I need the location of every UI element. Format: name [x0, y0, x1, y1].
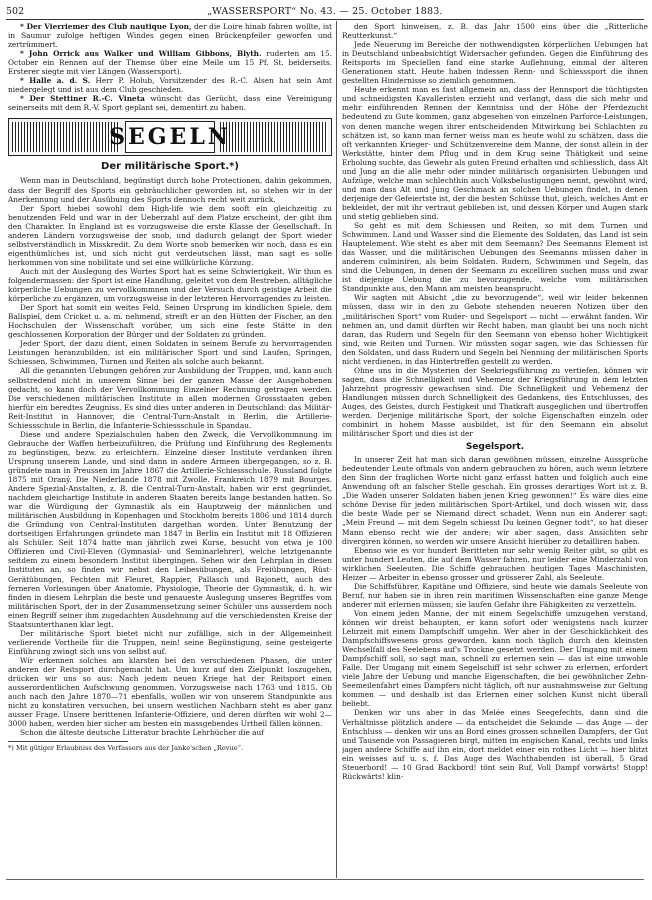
club-news-text: der die Loire hinab fahren wollte, ist in Saumur zufolge heftigen Windes gegen einen Brückenpfeiler geworfen und zertrümmert.	[8, 22, 332, 50]
club-news-text: ruderten am 15. October ein Rennen auf der Themse über eine Meile um 15 Pf. St. beiderseits. Ersterer siegte mit vier Längen (Wassersport).	[8, 49, 332, 77]
club-news-name: * Der Vierriemer des Club nautique Lyon,	[20, 22, 192, 31]
section-body	[342, 455, 648, 781]
header-rule	[6, 19, 644, 20]
article-paragraph: Jede Neuerung im Bereiche der nothwendigsten körperlichen Uebungen hat in Deutschland unbeabsichtigt Widersacher gefunden. Gegen die Einführung des Reitsports im Speciellen fand eine starke Auflehnung, einmal der älteren Generationen statt. Heute haben indessen Renn- und Schiesssport die ihnen gestellten Hindernisse so ziemlich genommen.	[342, 40, 648, 86]
article-paragraph: So geht es mit dem Schiessen und Reiten, so mit dem Turnen und Schwimmen. Land und Wasser sind die Elemente des Soldaten, das Land ist sein Hauptelement. Wie steht es aber mit dem Seemann? Des Seemanns Element ist das Wasser, und die militärischen Uebungen des Seemanns müssen daher in anderem culminiren, als beim Soldaten. Rudern, Schwimmen und Segeln, das sind die Uebungen, in denen der Seemann zu excelliren suchen muss und zwar ist diejenige Uebung die zu bevorzugende, welche vom militärischen Standpunkte aus, den Mann am meisten beansprucht.	[342, 221, 648, 294]
footnote: *) Mit gütiger Erlaubniss des Verfassers aus der Janke'schen „Revue“.	[8, 744, 244, 753]
section-paragraph: Denken wir uns aber in das Melée eines Seegefechts, dann sind die Verhältnisse plötzlich andere — da entscheidet die Sekunde — das Auge — der Entschluss — denken wir uns an Bord eines grossen schnellen Dampfers, der Gut und Tausende von Passagieren birgt, mitten im engischen Kanal, rechts und links jagen andere Schiffe auf ihn ein, dort meldet einer ein rothes Licht — hier blitzt ein weisses auf u. s. f. Das Auge des Wachthabenden ist überall, 5 Grad Steuerbord! — 10 Grad Backbord! tönt sein Ruf, Voll Dampf vorwärts! Stopp! Rückwärts! klin-	[342, 708, 648, 781]
section-banner	[8, 118, 332, 156]
club-news-item	[8, 22, 332, 49]
journal-title: „WASSERSPORT“ No. 43. — 25. October 1883.	[207, 6, 443, 17]
right-column	[342, 22, 648, 900]
article-title: Der militärische Sport.*)	[101, 161, 239, 173]
club-news-name: * John Orrick aus Walker und William Gibbons, Blyth.	[20, 49, 262, 59]
footnote-rule	[8, 741, 128, 742]
article-paragraph: Der Sport hiebei sowohl dem High-life wie dem sooft ein gleichzeitig zu benutzenden Feld und war in der Ueberzahl auf dem Platze erscheint, der gibt ihm den Charakter. In England ist es vorzugsweise die erste Klasse der Gesellschaft. In anderen Ländern vorzugsweise der snob, und dadurch gelangt der Sport wieder selbstverständlich in Misskredit. Zu dem Worte snob bemerken wir noch, dass es ein eigenthümliches ist, und sich nicht gut verdeutschen lässt, man sagt es solle herkommen von sine nobilitate und sei eine willkürliche Kürzung.	[8, 203, 332, 267]
club-news-item	[8, 76, 332, 94]
article-paragraph: den Sport hinweisen, z. B. das Jahr 1500 eins über die „Ritterliche Reutterkunst.“	[342, 22, 648, 41]
section-paragraph: Die Schiffsführer, Kapitäne und Offiziere, sind heute wie damals Seeleute von Beruf, nur haben sie in ihren rein maritimen Wissenschaften eine ganze Menge anderer mit erlernen müssen; sie laufen Gefahr ihre Fähigkeiten zu verzetteln.	[342, 581, 648, 609]
banner-box	[109, 121, 231, 153]
article-paragraph: Schon die älteste deutsche Litteratur brachte Lehrbücher die auf	[20, 728, 264, 738]
article-paragraph: Wenn man in Deutschland, begünstigt durch hohe Protectionen, dahin gekommen, dass der Begriff des Sports ein gebräuchlicher geworden ist, so stehen wir in der Anerkennung und der Ausübung des Sports dennoch recht weit zurück.	[8, 176, 332, 204]
page-header	[6, 6, 644, 18]
article-body	[8, 176, 332, 737]
article-paragraph: Ohne uns in die Mysterien der Seekriegsführung zu vertiefen, können wir sagen, dass die Schnelligkeit und Vehemenz der Kriegsführung in dem letzten Jahrzehnt progressiv gewachsen sind. Die Schnelligkeit und Vehemenz der Handlungen müssen durch Schnelligkeit des Gedankens, des Entschlusses, des Auges, des Geistes, durch Festigkeit und Thatkraft ausgeglichen und übertroffen werden. Derjenige militärische Sport, der solche Eigenschaften einzeln oder combinirt in hohem Masse ausbildet, ist für den Seemann ein absolut militärischer Sport und dies ist der	[342, 365, 648, 439]
banner-title: SEGELN	[109, 123, 231, 150]
section-paragraph: In unserer Zeit hat man sich daran gewöhnen müssen, einzelne Aussprüche bedeutender Leute oftmals von andern gebrauchen zu hören, auch wenn letztere den Sinn der fraglichen Worte nicht ganz erfasst hatten und folglich auch eine Anwendung oft an falscher Stelle geschah. Ein grosses derartiges Wort ist z. B. „Die Waden unserer Soldaten haben jenen Krieg gewonnen!“ Es wäre dies eine schöne Devise für jeden militärischen Sport-Artikel, und doch wissen wir, dass die beste Wade per se Niemand direct schadet. Wenn nun ein Anderer sagt: „Mein Freund — mit dem Segeln schiesst Du keinen Gegner todt“, so hat dieser Mann ebenso recht wie der andere; wir aber sagen, dass Ansichten sehr divergiren können, so werden wir unsere Ansicht hierüber zu detailliren haben.	[342, 455, 648, 546]
section-paragraph: Von einem jeden Manne, der mit einem Segelschiffe umzugehen verstand, können wir dreist behaupten, er kann sofort oder wenigstens nach kurzer Lehrzeit mit einem Dampfschiff umgehn. Wer aber in der Geschicklichkeit des Dampfschiffswesens gross geworden, kann noch täglich durch den kleinsten Wechselfall des Seelebens auf's Trockne gesetzt werden. Der Umgang mit einem Dampfschiff soll, so sagt man, schnell zu erlernen sein — das ist eine unwohle Falle. Der Umgang mit einem Segelschiff ist sehr schwer zu erlernen, erfordert viele Jahre der Uebung und manche Eigenschaften, die bei gewöhnlicher Zehn-Seemeilenfahrt eines Dampfers nicht täglich, oft nur ausnahmsweise zur Geltung kommen — und deshalb ist das Erlernen einer solchen Kunst nicht überall beliebt.	[342, 608, 648, 709]
left-column	[8, 22, 332, 900]
article-paragraph: Der militärische Sport bietet nicht nur zufällige, sich in der Allgemeinheit verlierende Vortheile für die Truppen, nein! seine Begünstigung, seine gesteigerte Einführung zwingt sich uns von selbst auf.	[8, 628, 332, 656]
club-news-name: * Halle a. d. S.	[20, 76, 91, 86]
article-paragraph: Der Sport hat somit ein weites Feld. Seinen Ursprung im kindlichen Spiele, dem Ballspiel, dem Cricket u. a. m. nehmend, streift er an den Hütten der Fischer, an den Hochschulen der Wissenschaft vorüber, um sich eine feste Stätte in den geschlossenen Korporation der Bürger und der Soldaten zu gründen.	[8, 303, 332, 340]
banner-hatching-right	[220, 122, 328, 152]
club-news-item	[8, 49, 332, 76]
banner-hatching-left	[12, 122, 120, 152]
article-paragraph: Auch mit der Auslegung des Wortes Sport hat es seine Schwierigkeit. Wir thun es folgendermassen: der Sport ist eine Handlung, geleitet von dem Bestreben, alltägliche körperliche Uebungen zu vervollkommnen und der Versuch durch geistige Arbeit die körperliche zu ergänzen, um vorzugsweise in der letzteren Hervorragendes zu leisten.	[8, 266, 332, 304]
article-paragraph: Wir erkennen solches am klarsten bei den verschiedenen Phasen, die unter anderen der Reitsport durchgemacht hat. Um kurz auf den Zielpunkt loszugehen, drücken wir uns so aus: Nach jedem neuen Kriege hat der Reitsport einen ausserordentlichen Aufschwung genommen. Vorzugsweise nach 1763 und 1815. Ob auch nach den Jahre 1870—71 ebenfalls, wollen wir von unserem Standpunkte aus nicht zu konstatiren versuchen, bei unsern westlichen Nachbarn steht es aber ganz ausser Frage. Unsere berittenen Infanterie-Offiziere, und deren dürften wir wohl 2—3000 haben, werden hier sicher am besten ein massgebendes Urtheil fällen können.	[8, 655, 332, 729]
page-number: 502	[6, 6, 25, 17]
article-body-continued	[342, 22, 648, 438]
article-paragraph: Wir sagten mit Absicht „die zu bevorzugende“, weil wir leider bekennen müssen, dass wir in den zu Gebote stehenden neueren Notizen über den „militärischen Sport“ vom Ruder- und Segelsport — nicht — erwähnt fanden. Wir nehmen an, und damit dürften wir Recht haben, man glaubt bei uns noch nicht daran, das Rudern und Segeln für den Seemann von ebenso hoher Wichtigkeit sind, wie Reiten und Turnen. Wir müssten sogar sagen, wie das Schiessen für den Soldaten, und dass Rudern und Segeln bei Nennung der militärischen Sports nicht verdienen, in das Hintertreffen gestellt zu werden.	[342, 293, 648, 366]
article-paragraph: Jeder Sport, der dazu dient, einen Soldaten in seinem Berufe zu hervorragenden Leistungen heranzubilden, ist ein militärischer Sport und sind Laufen, Springen, Schiessen, Schwimmen, Turnen und Reiten als solche auch bekannt.	[8, 339, 332, 367]
club-news	[8, 22, 332, 112]
club-news-text: wünscht das Gerücht, dass eine Vereinigung seinerseits mit dem R.-V. Sport geplant sei, dementirt zu haben.	[8, 94, 332, 113]
club-news-name: * Der Stettiner R.-C. Vineta	[20, 94, 145, 104]
section-title: Segelsport.	[465, 442, 525, 453]
footer-rule	[6, 879, 644, 880]
section-paragraph: Ebenso wie es vor hundert Beritteten nur sehr wenig Reiter gibt, so gibt es unter hundert Leuten, die auf dem Wasser fahren, nur leider eine Minderzahl von wirklichen Seeleuten. Die Schiffe gebrauchen heutigen Tages Maschinisten, Heizer — Arbeiter in ebenso grosser und grösserer Zahl, als Seeleute.	[342, 545, 648, 582]
club-news-item	[8, 94, 332, 112]
article-paragraph: Heute erkennt man es fast allgemein an, dass der Rennsport die tüchtigsten und schneidigsten Kavalleristen erzieht und verlangt, dass die sich mehr und mehr einführenden Rennen der Kenntniss und der Höhe der Pferdezucht bedeutend zu Gute kommen, ganz abgesehen von einzelnen Parforce-Leistungen, von denen manche wegen ihrer entscheidenden Mitwirkung bei Schlachten zu schätzen ist, so kann man ferner weiss man es heute wohl zu schätzen, dass die oft verkannten Krieger- und Schützenvereine dem Manne, der sonst allein in der Werkstätte, hinter dem Pflug und in dem Krug seine Thätigkeit und seine Erholung suchte, das Gewehr als guten Freund erhalten und schliesslich, dass Alt und Jung an die alle mehr oder minder militärisch organisirten Uebungen und Aufzüge, welche man schlechthin auch Volksbelustigungen nennt, gewöhnt wird, und man dass Alt und Jung Geschmack an solchen Uebungen findet, in denen derjenige der Gefeiertste ist, der die besten Schüsse thut, gleich, welches Amt er bekleidet, der mit ihr vertraut geblieben ist, und dessen Körper und Augen stark und stetig geblieben sind.	[342, 85, 648, 221]
article-paragraph: All die genannten Uebungen gehören zur Ausbildung der Truppen, und, kann auch selbstredend nicht in unserem Sinne bei der ganzen Masse der Ausgehobenen gedacht, so kann doch der Vervollkommung Einzelner Rechnung getragen werden. Die verschiedenen militärischen Institute in allen modernen Grossstaaten geben hierfür ein beredtes Zeugniss. Es sind dies unter anderen in Deutschland: das Militär-Reit-Institut in Hannover, die Central-Turn-Anstalt in Berlin, die Artillerie-Schiessschule in Berlin, die Infanterie-Schiessschule in Spandau.	[8, 366, 332, 430]
club-news-text: Herr P. Holub, Vorsitzender des R.-C. Alsen hat sein Amt niedergelegt und ist aus dem Club geschieden.	[8, 76, 332, 95]
article-paragraph: Diese und andere Spezialschulen haben den Zweck, die Vervollkommnung im Gebrauche der Waffen herbeizuführen, die Prüfung und Einführung des Reglements zu begünstigen, bezw. zu erleichtern. Einzelne dieser Institute verdanken ihren Ursprung unserem Lande, und sind dann in andere Armeen übergegangen, so z. B. gründete man in Preussen im Jahre 1867 die Artillerie-Schiessschule. Russland folgte 1875 mit Oraný. Die Niederlande 1878 mit Zwolle. Frankreich 1879 mit Bourges. Andere Spezial-Anstalten, z. B. die Central-Turn-Anstalt, haben wir erst gegründet, nachdem gleichartige Institute in anderen Staaten bereits lange bestanden hatten. So war die Würdigung der Gymnastik als ein Hauptzweig der männlichen und militärischen Ausbildung in Kopenhagen und Stockholm bereits 1806 und 1814 durch die Gründung von Central-Instituten dargethan worden. Unter Benutzung der dortseitigen Erfahrungen gründete man 1847 in Berlin ein Institut mit 18 Offizieren als Schüler. Seit 1874 hatte man jährlich zwei Kurse, besucht von etwa je 100 Offizieren und Civil-Eleven (Gymnasial- und Seminarlehrer), welche letztgenannte seitdem zu einem besondern Institut übergingen. Sehen wir den Lehrplan in diesen Instituten an, so finden wir nebst den Leibesübungen, als Freiübungen, Rüst-Gerätübungen, Fechten mit Fleuret, Rappier, Pallasch und Bajonett, auch des ferneren Vorlesungen über Anatomie, Physiologie, Theorie der Gymnastik, d. h. wir finden in diesem Lehrplan die beste und genaueste Auslegung unseres Begriffes vom militärischen Sport, der in der Zusammensetzung seiner Schüler uns ausserdem noch einen Begriff seiner ihm zugedachten Ausdehnung auf die verschiedensten Kreise der Staatsunterthanen klar legt.	[8, 429, 332, 629]
column-divider	[336, 21, 337, 878]
